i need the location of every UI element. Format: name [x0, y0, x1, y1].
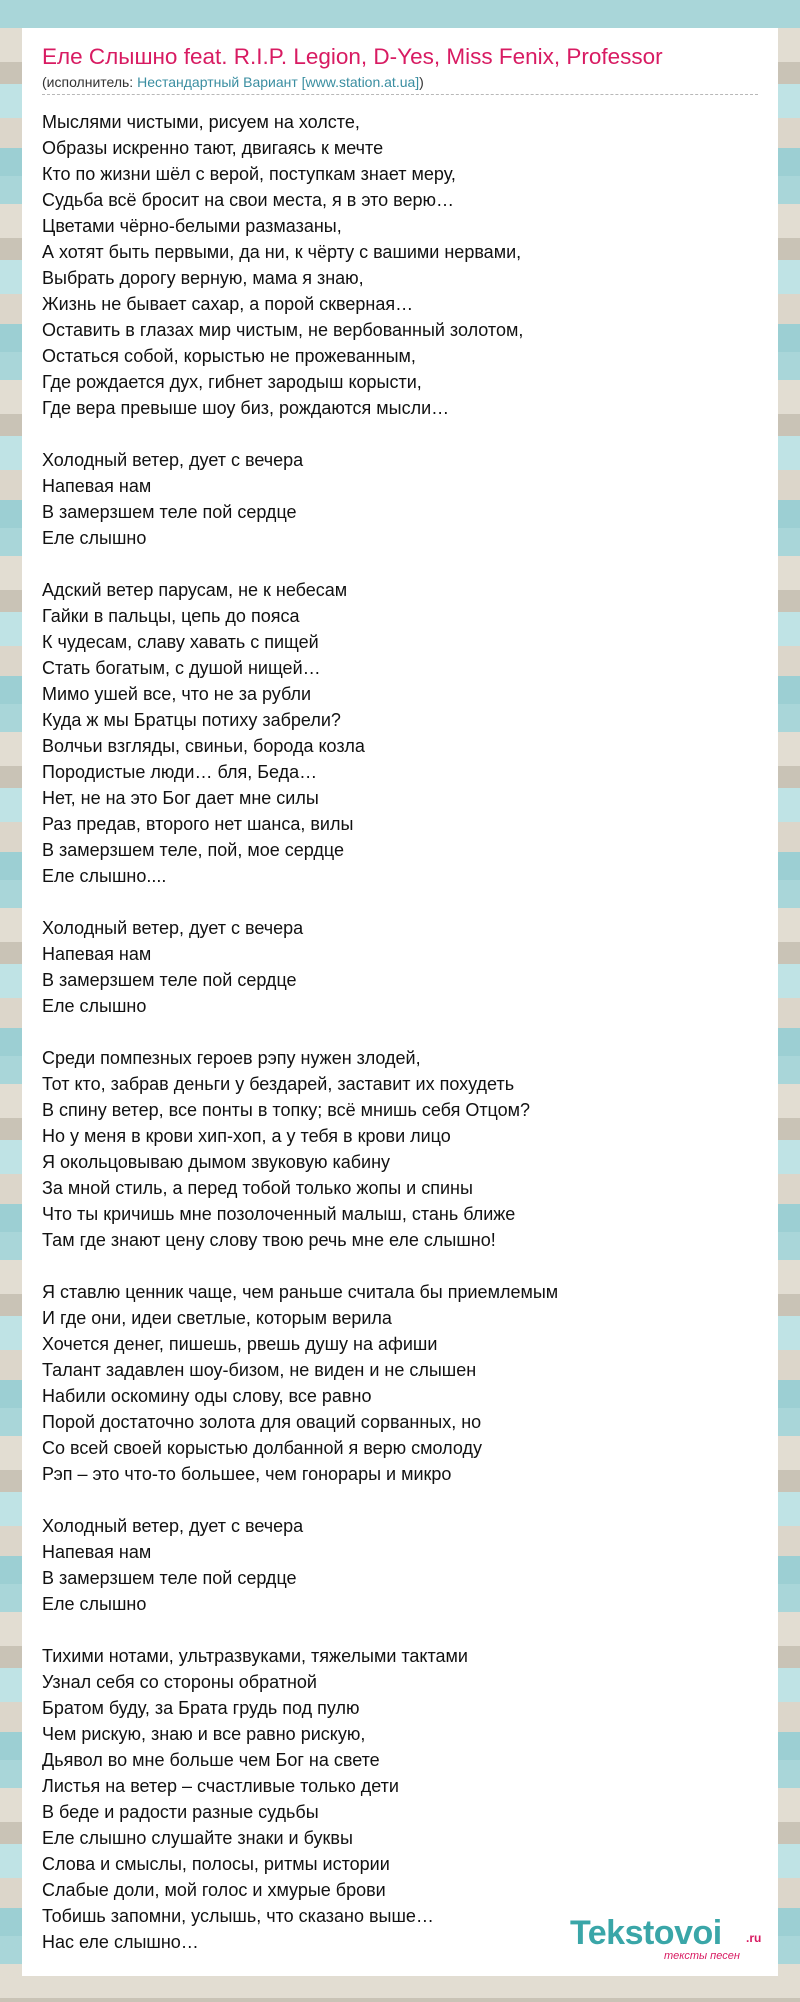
lyric-line: К чудесам, славу хавать с пищей — [42, 632, 319, 652]
stanza-gap — [42, 1019, 758, 1045]
lyric-line: Мимо ушей все, что не за рубли — [42, 684, 312, 704]
song-title: Еле Слышно feat. R.I.P. Legion, D-Yes, Miss Fenix, Professor — [42, 44, 663, 69]
lyric-line: Гайки в пальцы, цепь до пояса — [42, 606, 300, 626]
lyric-line: В замерзшем теле пой сердце — [42, 970, 297, 990]
stanza-gap — [42, 1487, 758, 1513]
lyric-line: Слова и смыслы, полосы, ритмы истории — [42, 1854, 390, 1874]
lyric-line: Мыслями чистыми, рисуем на холсте, — [42, 112, 360, 132]
lyric-line: А хотят быть первыми, да ни, к чёрту с вашими нервами, — [42, 242, 522, 262]
lyric-line: В спину ветер, все понты в топку; всё мнишь себя Отцом? — [42, 1100, 531, 1120]
lyric-line: Стать богатым, с душой нищей… — [42, 658, 321, 678]
lyric-line: Листья на ветер – счастливые только дети — [42, 1776, 399, 1796]
lyric-line: Адский ветер парусам, не к небесам — [42, 580, 348, 600]
lyric-line: Где рождается дух, гибнет зародыш корысти, — [42, 372, 422, 392]
lyric-line: Цветами чёрно-белыми размазаны, — [42, 216, 342, 236]
stanza-gap — [42, 1253, 758, 1279]
lyric-line: Выбрать дорогу верную, мама я знаю, — [42, 268, 364, 288]
lyric-line: Где вера превыше шоу биз, рождаются мысли… — [42, 398, 450, 418]
lyric-line: Холодный ветер, дует с вечера — [42, 1516, 304, 1536]
lyric-line: Чем рискую, знаю и все равно рискую, — [42, 1724, 366, 1744]
lyric-line: Судьба всё бросит на свои места, я в это верю… — [42, 190, 455, 210]
lyric-line: Остаться собой, корыстью не прожеванным, — [42, 346, 416, 366]
lyric-line: И где они, идеи светлые, которым верила — [42, 1308, 392, 1328]
lyric-line: Слабые доли, мой голос и хмурые брови — [42, 1880, 386, 1900]
lyric-line: Еле слышно — [42, 1594, 147, 1614]
artist-line — [42, 74, 758, 95]
stanza-gap — [42, 889, 758, 915]
lyric-line: Нет, не на это Бог дает мне силы — [42, 788, 319, 808]
lyric-line: Жизнь не бывает сахар, а порой скверная… — [42, 294, 414, 314]
lyric-line: Кто по жизни шёл с верой, поступкам знает меру, — [42, 164, 456, 184]
lyric-line: Еле слышно — [42, 528, 147, 548]
lyric-line: Рэп – это что-то большее, чем гонорары и микро — [42, 1464, 452, 1484]
lyric-line: Что ты кричишь мне позолоченный малыш, стань ближе — [42, 1204, 516, 1224]
lyric-line: Холодный ветер, дует с вечера — [42, 918, 304, 938]
logo-tld: .ru — [746, 1931, 762, 1945]
tekstovoi-logo[interactable] — [548, 1913, 778, 1963]
lyric-line: Волчьи взгляды, свиньи, борода козла — [42, 736, 365, 756]
lyric-line: Еле слышно.... — [42, 866, 167, 886]
lyric-line: Набили оскомину оды слову, все равно — [42, 1386, 372, 1406]
lyrics-card — [22, 28, 778, 1976]
stanza-gap — [42, 551, 758, 577]
artist-prefix: (исполнитель: — [42, 74, 138, 90]
lyric-line: Напевая нам — [42, 944, 152, 964]
lyric-line: Тобишь запомни, услышь, что сказано выше… — [42, 1906, 434, 1926]
lyric-line: Я ставлю ценник чаще, чем раньше считала бы приемлемым — [42, 1282, 559, 1302]
lyric-line: Еле слышно — [42, 996, 147, 1016]
lyric-line: В замерзшем теле, пой, мое сердце — [42, 840, 344, 860]
lyric-line: Среди помпезных героев рэпу нужен злодей, — [42, 1048, 421, 1068]
lyric-line: Порой достаточно золота для оваций сорванных, но — [42, 1412, 482, 1432]
lyric-line: Дьявол во мне больше чем Бог на свете — [42, 1750, 380, 1770]
lyric-line: Там где знают цену слову твою речь мне еле слышно! — [42, 1230, 496, 1250]
lyric-line: В замерзшем теле пой сердце — [42, 1568, 297, 1588]
stanza-gap — [42, 1617, 758, 1643]
lyrics-text — [42, 109, 758, 1955]
lyric-line: Куда ж мы Братцы потиху забрели? — [42, 710, 341, 730]
lyric-line: Тот кто, забрав деньги у бездарей, заставит их похудеть — [42, 1074, 515, 1094]
lyric-line: Образы искренно тают, двигаясь к мечте — [42, 138, 384, 158]
stanza-gap — [42, 421, 758, 447]
lyric-line: За мной стиль, а перед тобой только жопы и спины — [42, 1178, 473, 1198]
lyric-line: Хочется денег, пишешь, рвешь душу на афиши — [42, 1334, 438, 1354]
lyric-line: Со всей своей корыстью долбанной я верю смолоду — [42, 1438, 482, 1458]
lyric-line: Талант задавлен шоу-бизом, не виден и не слышен — [42, 1360, 477, 1380]
logo-name: Tekstovoi — [570, 1914, 722, 1952]
artist-suffix: ) — [419, 74, 424, 90]
lyric-line: Оставить в глазах мир чистым, не вербованный золотом, — [42, 320, 524, 340]
lyric-line: Еле слышно слушайте знаки и буквы — [42, 1828, 353, 1848]
lyric-line: Узнал себя со стороны обратной — [42, 1672, 317, 1692]
logo-tagline: тексты песен — [664, 1950, 740, 1962]
lyric-line: Напевая нам — [42, 1542, 152, 1562]
artist-link[interactable]: Нестандартный Вариант [www.station.at.ua] — [137, 74, 420, 90]
lyric-line: Я окольцовываю дымом звуковую кабину — [42, 1152, 391, 1172]
lyric-line: Породистые люди… бля, Беда… — [42, 762, 318, 782]
lyric-line: Напевая нам — [42, 476, 152, 496]
lyric-line: Братом буду, за Брата грудь под пулю — [42, 1698, 360, 1718]
lyric-line: Холодный ветер, дует с вечера — [42, 450, 304, 470]
lyric-line: Раз предав, второго нет шанса, вилы — [42, 814, 354, 834]
lyric-line: Тихими нотами, ультразвуками, тяжелыми тактами — [42, 1646, 468, 1666]
lyric-line: В беде и радости разные судьбы — [42, 1802, 319, 1822]
lyric-line: Но у меня в крови хип-хоп, а у тебя в крови лицо — [42, 1126, 451, 1146]
lyric-line: Нас еле слышно… — [42, 1932, 199, 1952]
lyric-line: В замерзшем теле пой сердце — [42, 502, 297, 522]
